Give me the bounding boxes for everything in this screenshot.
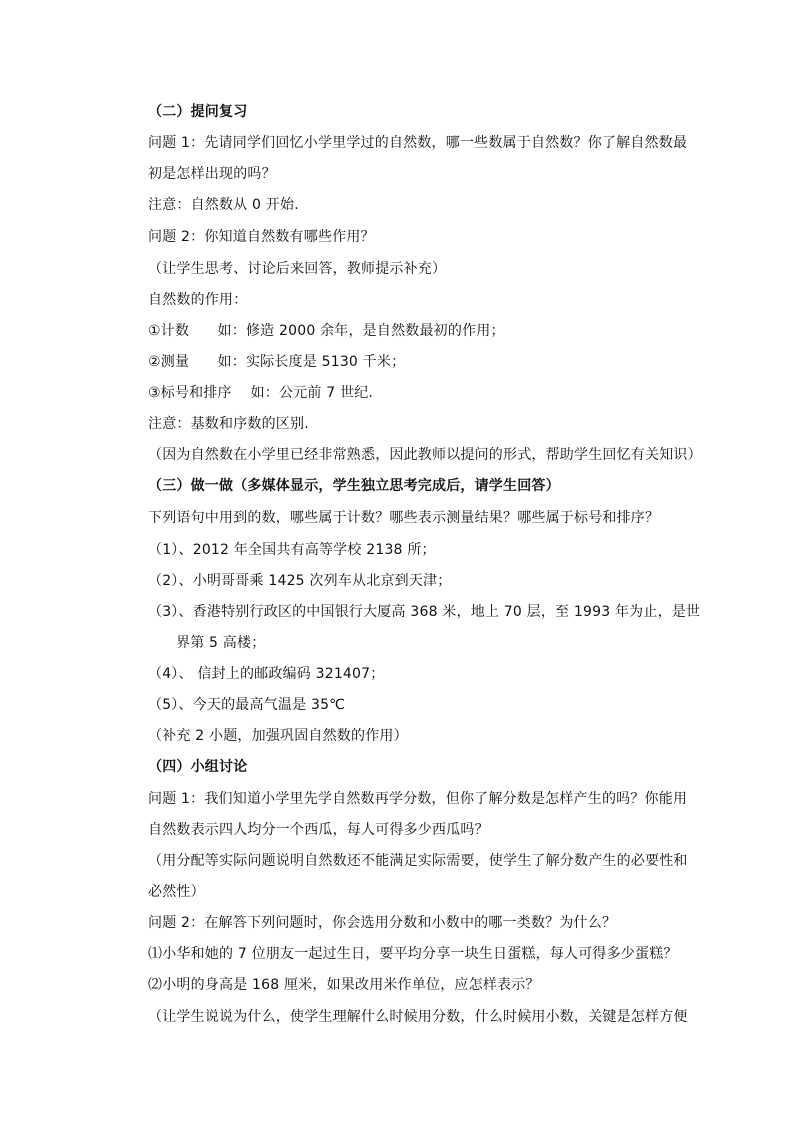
exercise-item-5: （5）、今天的最高气温是 35℃	[148, 697, 346, 713]
section-heading-review: （二）提问复习	[148, 104, 248, 120]
question-2: 问题 2：你知道自然数有哪些作用？	[148, 229, 375, 245]
teacher-note-4-line-2: 必然性）	[148, 884, 205, 900]
discussion-question-1-line-1: 问题 1：我们知道小学里先学自然数再学分数，但你了解分数是怎样产生的吗？你能用	[148, 791, 688, 807]
teacher-note-3: （补充 2 小题，加强巩固自然数的作用）	[148, 728, 408, 744]
section-heading-discussion: （四）小组讨论	[148, 759, 248, 775]
exercise-item-4: （4）、 信封上的邮政编码 321407；	[148, 666, 385, 682]
use-measuring: ②测量 如：实际长度是 5130 千米；	[148, 354, 406, 370]
uses-heading: 自然数的作用：	[148, 292, 248, 308]
discussion-question-1-line-2: 自然数表示四人均分一个西瓜，每人可得多少西瓜吗？	[148, 822, 489, 838]
use-counting: ①计数 如：修造 2000 余年，是自然数最初的作用；	[148, 323, 505, 339]
teacher-note-5: （让学生说说为什么，使学生理解什么时候用分数，什么时候用小数，关键是怎样方便	[148, 1009, 688, 1025]
section-heading-exercise: （三）做一做（多媒体显示，学生独立思考完成后，请学生回答）	[148, 478, 560, 494]
exercise-prompt: 下列语句中用到的数，哪些属于计数？哪些表示测量结果？哪些属于标号和排序？	[148, 510, 660, 526]
discussion-subquestion-2: ⑵小明的身高是 168 厘米，如果改用米作单位，应怎样表示？	[148, 977, 540, 993]
question-1-line-2: 初是怎样出现的吗？	[148, 166, 276, 182]
discussion-subquestion-1: ⑴小华和她的 7 位朋友一起过生日，要平均分享一块生日蛋糕，每人可得多少蛋糕？	[148, 946, 678, 962]
exercise-item-1: （1）、2012 年全国共有高等学校 2138 所；	[148, 542, 436, 558]
teacher-note-1: （让学生思考、讨论后来回答，教师提示补充）	[148, 261, 447, 277]
discussion-question-2: 问题 2：在解答下列问题时，你会选用分数和小数中的哪一类数？为什么？	[148, 915, 617, 931]
question-1-line-1: 问题 1：先请同学们回忆小学里学过的自然数，哪一些数属于自然数？你了解自然数最	[148, 135, 688, 151]
note-zero-start: 注意：自然数从 0 开始.	[148, 197, 299, 213]
exercise-item-3-line-2: 界第 5 高楼；	[176, 635, 266, 651]
teacher-note-2: （因为自然数在小学里已经非常熟悉，因此教师以提问的形式，帮助学生回忆有关知识）	[148, 447, 702, 463]
use-ordering: ③标号和排序 如：公元前 7 世纪.	[148, 385, 374, 401]
exercise-item-3-line-1: （3）、香港特别行政区的中国银行大厦高 368 米，地上 70 层，至 1993 年为止，是世	[148, 604, 701, 620]
exercise-item-2: （2）、小明哥哥乘 1425 次列车从北京到天津；	[148, 573, 452, 589]
teacher-note-4-line-1: （用分配等实际问题说明自然数还不能满足实际需要，使学生了解分数产生的必要性和	[148, 853, 688, 869]
note-cardinal-ordinal: 注意：基数和序数的区别.	[148, 416, 309, 432]
